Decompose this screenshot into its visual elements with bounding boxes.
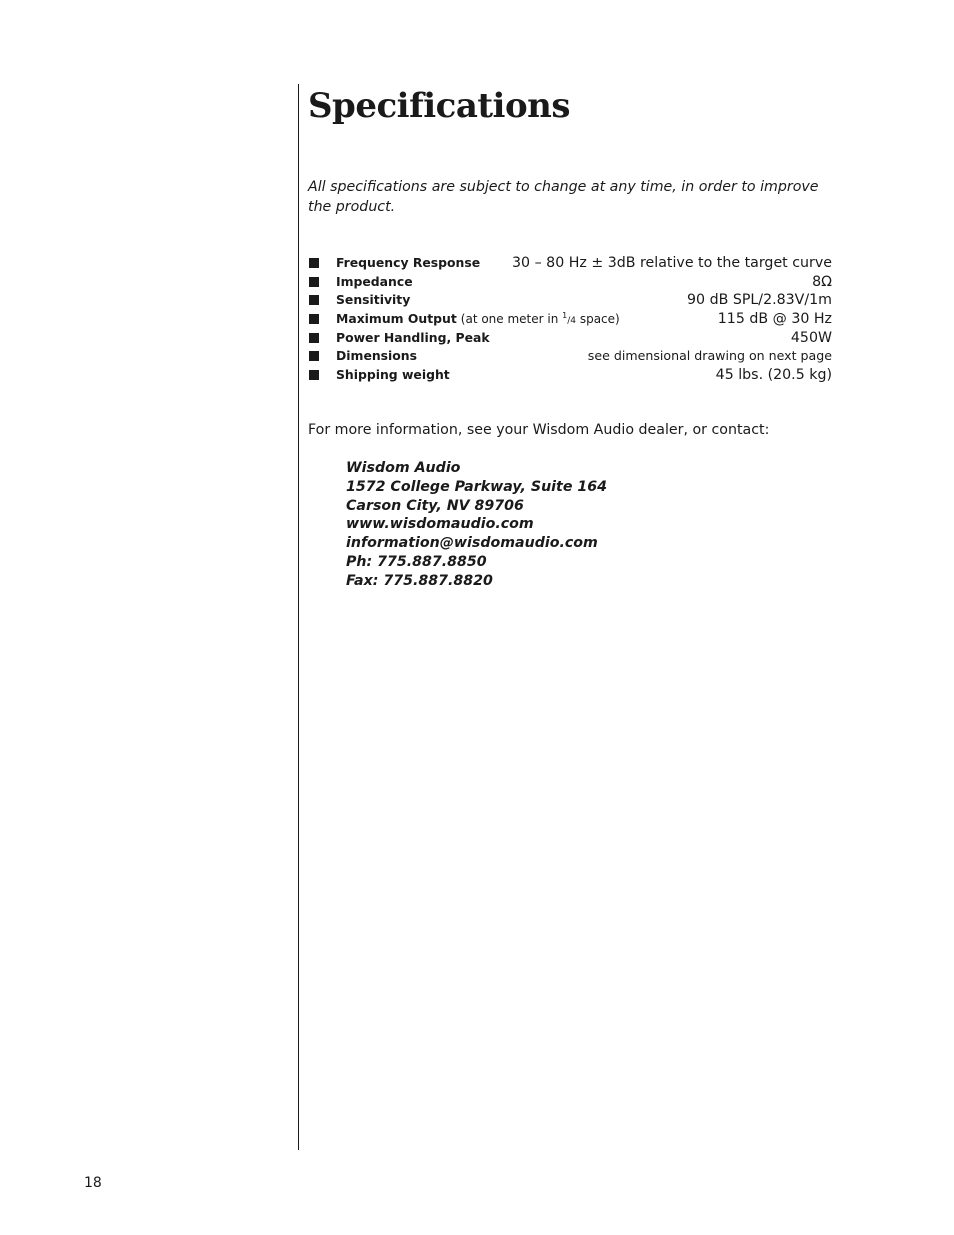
contact-address-line-2: Carson City, NV 89706 <box>346 497 524 514</box>
contact-address-line-1: 1572 College Parkway, Suite 164 <box>346 478 608 495</box>
contact-block <box>346 459 607 591</box>
spec-row-dimensions <box>308 347 832 366</box>
spec-note-suffix: space) <box>576 312 620 327</box>
spec-value: 45 lbs. (20.5 kg) <box>715 367 832 384</box>
spec-row-sensitivity <box>308 291 832 310</box>
contact-company: Wisdom Audio <box>346 460 461 476</box>
square-bullet-icon <box>309 258 319 268</box>
spec-note <box>461 311 620 326</box>
spec-value: 115 dB @ 30 Hz <box>717 311 832 328</box>
spec-row-power-handling <box>308 329 832 348</box>
spec-list <box>308 254 832 385</box>
spec-note-sup: 1 <box>562 311 568 321</box>
spec-row-frequency-response <box>308 254 832 273</box>
square-bullet-icon <box>309 295 319 305</box>
spec-row-impedance <box>308 273 832 292</box>
spec-label: Maximum Output <box>336 311 457 327</box>
more-info-text: For more information, see your Wisdom Audio dealer, or contact: <box>308 422 770 438</box>
spec-label: Impedance <box>336 273 413 289</box>
spec-label: Shipping weight <box>336 367 450 383</box>
spec-row-shipping-weight <box>308 366 832 385</box>
spec-label: Frequency Response <box>336 255 481 270</box>
contact-phone: Ph: 775.887.8850 <box>346 553 487 570</box>
disclaimer-text: All specifications are subject to change at any time, in order to improve the product. <box>308 179 819 215</box>
contact-fax: Fax: 775.887.8820 <box>346 572 493 589</box>
spec-value: 30 – 80 Hz ± 3dB relative to the target curve <box>512 255 832 271</box>
square-bullet-icon <box>309 314 319 324</box>
spec-value: 450W <box>790 329 832 346</box>
spec-note-prefix: (at one meter in <box>460 312 563 327</box>
square-bullet-icon <box>309 333 319 343</box>
spec-label: Power Handling, Peak <box>336 329 490 345</box>
page-title: Specifications <box>308 86 571 126</box>
contact-website: www.wisdomaudio.com <box>346 516 534 533</box>
square-bullet-icon <box>309 351 319 361</box>
spec-value: see dimensional drawing on next page <box>587 348 832 364</box>
page-number: 18 <box>84 1175 102 1191</box>
spec-row-maximum-output <box>308 310 832 329</box>
square-bullet-icon <box>309 277 319 287</box>
spec-value: 8Ω <box>812 273 832 290</box>
spec-label: Sensitivity <box>336 292 411 308</box>
vertical-rule <box>298 84 299 1150</box>
contact-email: information@wisdomaudio.com <box>346 535 598 552</box>
spec-value: 90 dB SPL/2.83V/1m <box>687 292 832 309</box>
spec-label: Dimensions <box>336 348 417 364</box>
square-bullet-icon <box>309 370 319 380</box>
spec-note-fraction: /4 <box>567 316 577 327</box>
